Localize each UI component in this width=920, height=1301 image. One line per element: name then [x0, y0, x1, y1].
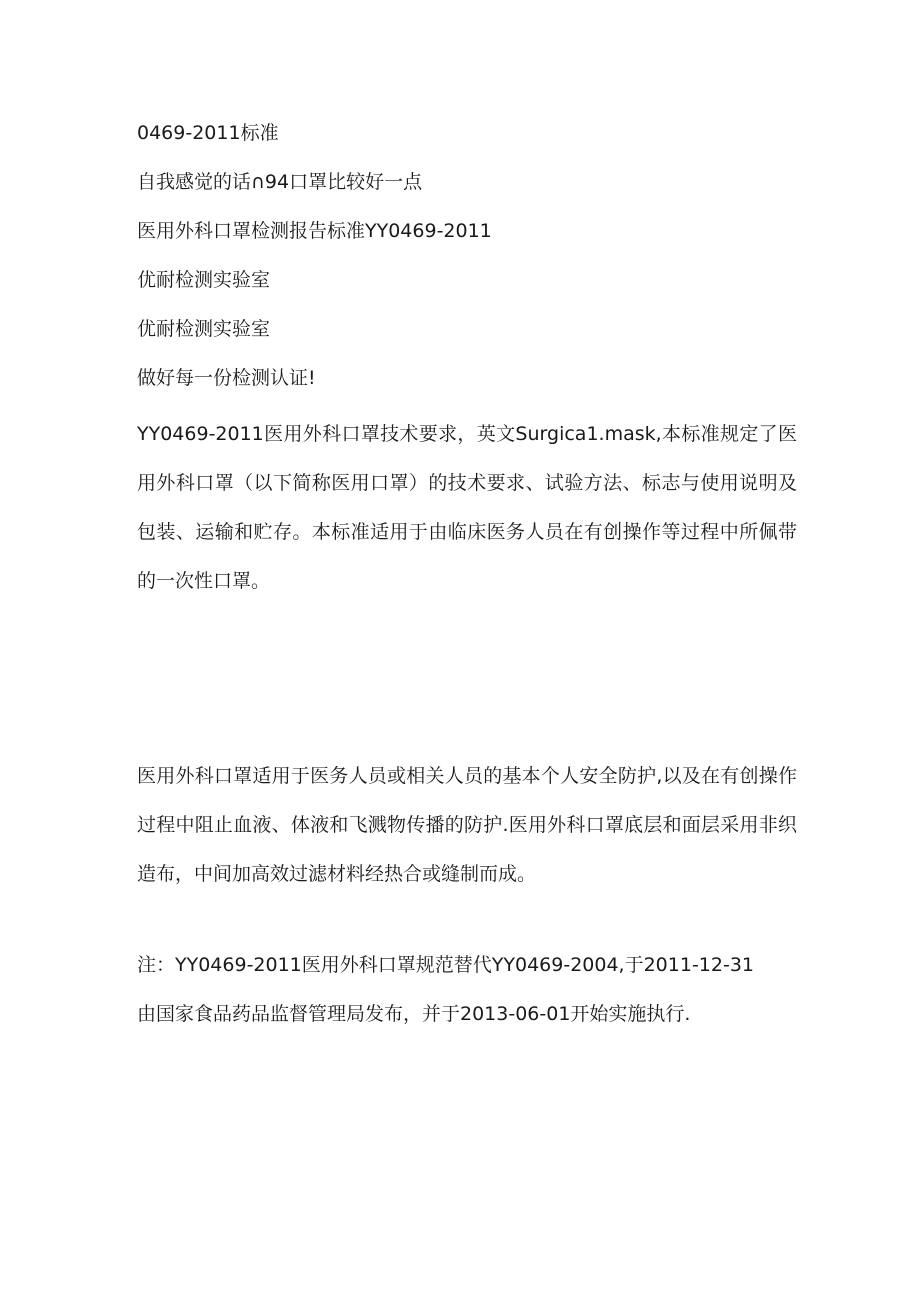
text-line-standard: 0469-2011标准 [137, 122, 279, 144]
note-line-2: 由国家食品药品监督管理局发布，并于2013-06-01开始实施执行. [137, 1003, 691, 1025]
text-line-lab-name: 优耐检测实验室 [137, 269, 271, 291]
document-body [137, 116, 797, 1046]
text-line-slogan: 做好每一份检测认证! [137, 367, 316, 389]
paragraph-usage: 医用外科口罩适用于医务人员或相关人员的基本个人安全防护,以及在有创操作过程中阻止血液、体液和飞溅物传播的防护.医用外科口罩底层和面层采用非织造布，中间加高效过滤材料经热合或缝制而成。 [137, 765, 797, 885]
note-line-1: 注：YY0469-2011医用外科口罩规范替代YY0469-2004,于2011-12-31 [137, 954, 755, 976]
paragraph-intro: YY0469-2011医用外科口罩技术要求，英文Surgica1.mask,本标准规定了医用外科口罩（以下简称医用口罩）的技术要求、试验方法、标志与使用说明及包装、运输和贮存。本标准适用于由临床医务人员在有创操作等过程中所佩带的一次性口罩。 [137, 423, 797, 592]
text-line-lab-name-repeat: 优耐检测实验室 [137, 318, 271, 340]
note-block [137, 948, 797, 1046]
text-line-report-title: 医用外科口罩检测报告标准YY0469-2011 [137, 220, 492, 242]
text-line-opinion: 自我感觉的话∩94口罩比较好一点 [137, 171, 423, 193]
